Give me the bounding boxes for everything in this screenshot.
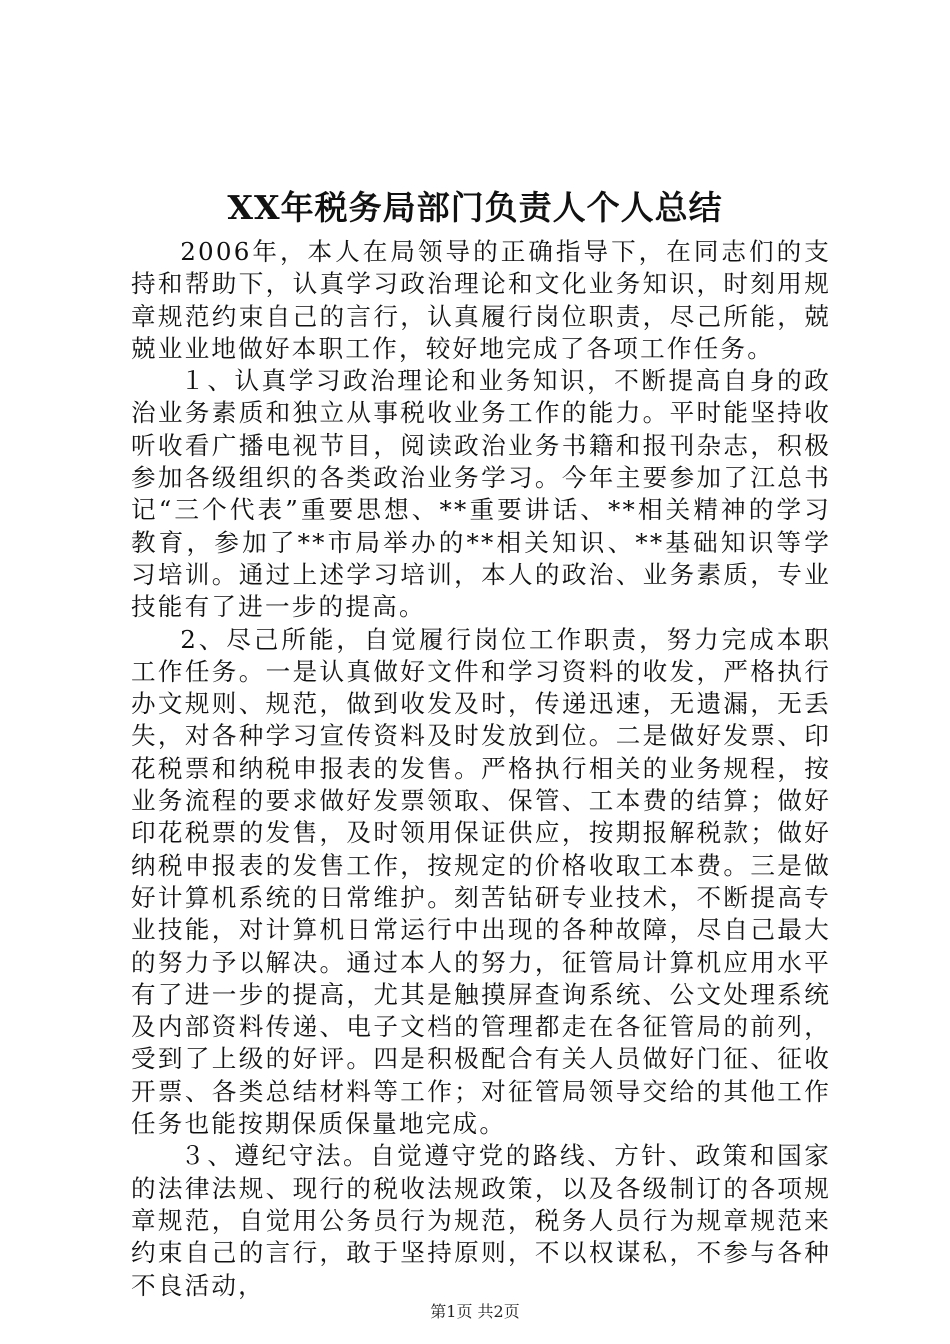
paragraph-intro: 2006年，本人在局领导的正确指导下，在同志们的支持和帮助下，认真学习政治理论和文化业务知识，时刻用规章规范约束自己的言行，认真履行岗位职责，尽己所能，兢兢业业地做好本职工作，较好地完成了各项工作任务。 [131,237,831,363]
paragraph-section-3: ３、遵纪守法。自觉遵守党的路线、方针、政策和国家的法律法规、现行的税收法规政策，以及各级制订的各项规章规范，自觉用公务员行为规范，税务人员行为规章规范来约束自己的言行，敢于坚持原则，不以权谋私，不参与各种不良活动， [131,1141,831,1300]
document-title: XX年税务局部门负责人个人总结 [227,188,723,227]
paragraph-section-2: 2、尽己所能，自觉履行岗位工作职责，努力完成本职工作任务。一是认真做好文件和学习资料的收发，严格执行办文规则、规范，做到收发及时，传递迅速，无遗漏，无丢失，对各种学习宣传资料及时发放到位。二是做好发票、印花税票和纳税申报表的发售。严格执行相关的业务规程，按业务流程的要求做好发票领取、保管、工本费的结算；做好印花税票的发售，及时领用保证供应，按期报解税款；做好纳税申报表的发售工作，按规定的价格收取工本费。三是做好计算机系统的日常维护。刻苦钻研专业技术，不断提高专业技能，对计算机日常运行中出现的各种故障，尽自己最大的努力予以解决。通过本人的努力，征管局计算机应用水平有了进一步的提高，尤其是触摸屏查询系统、公文处理系统及内部资料传递、电子文档的管理都走在各征管局的前列，受到了上级的好评。四是积极配合有关人员做好门征、征收开票、各类总结材料等工作；对征管局领导交给的其他工作任务也能按期保质保量地完成。 [131,624,831,1139]
page-footer: 第1页 共2页 [430,1302,520,1321]
document-body [131,236,831,1302]
paragraph-section-1: １、认真学习政治理论和业务知识，不断提高自身的政治业务素质和独立从事税收业务工作的能力。平时能坚持收听收看广播电视节目，阅读政治业务书籍和报刊杂志，积极参加各级组织的各类政治业务学习。今年主要参加了江总书记“三个代表”重要思想、**重要讲话、**相关精神的学习教育，参加了**市局举办的**相关知识、**基础知识等学习培训。通过上述学习培训，本人的政治、业务素质，专业技能有了进一步的提高。 [131,366,831,622]
